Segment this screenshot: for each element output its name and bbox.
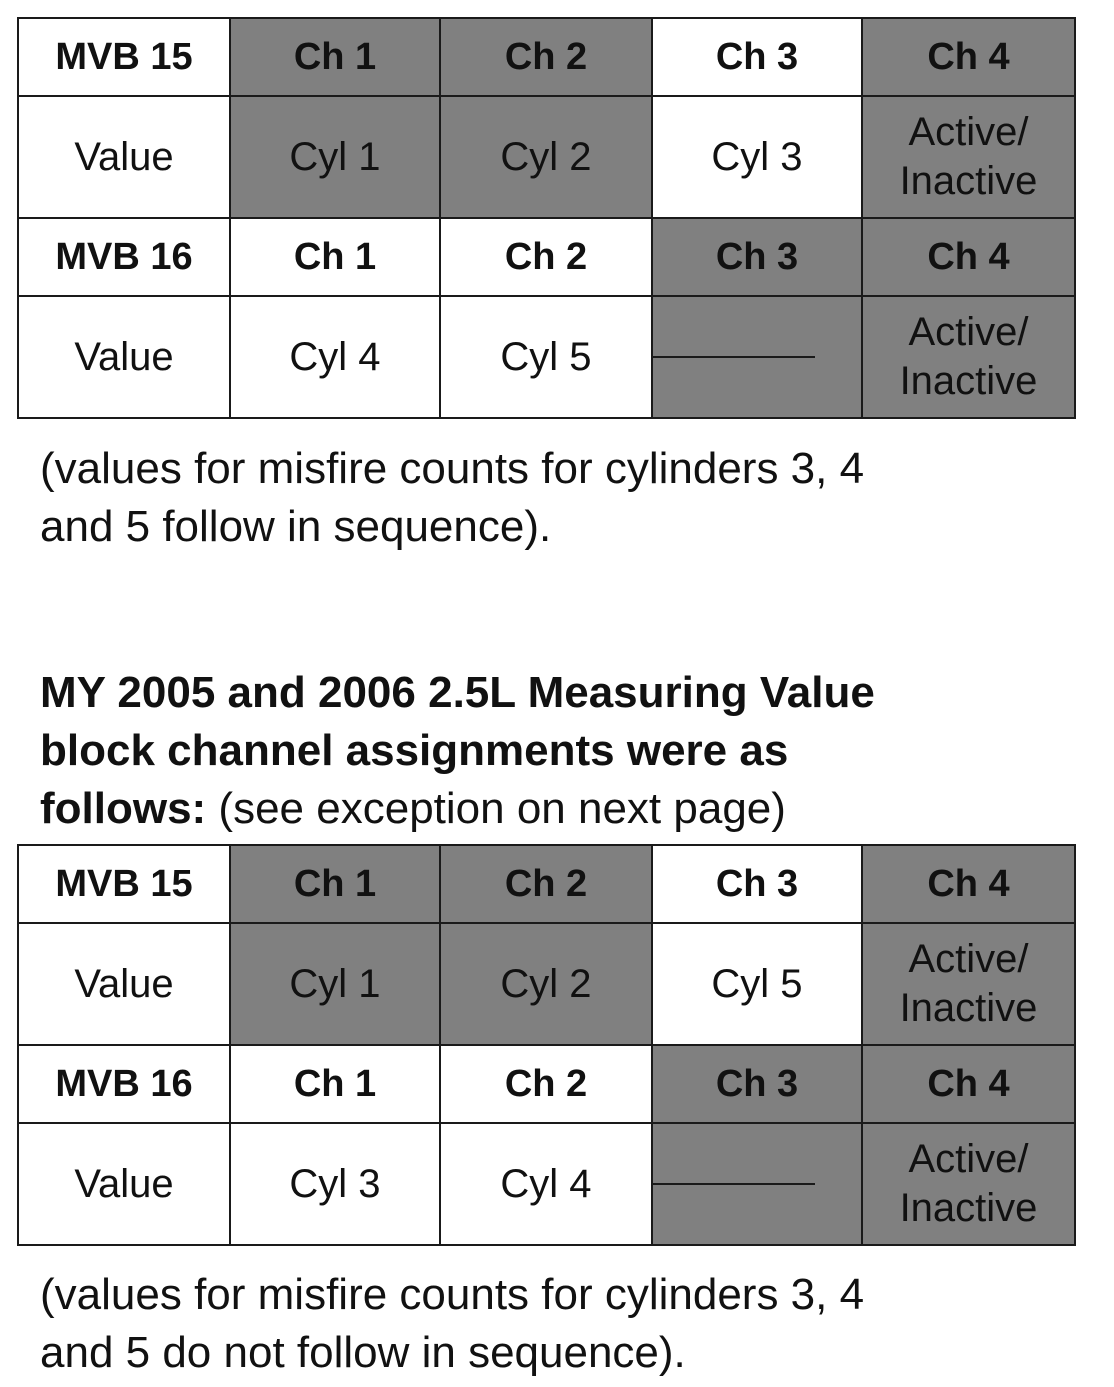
status-line: Inactive	[899, 1186, 1038, 1230]
heading-plain-tail: (see exception on next page)	[206, 784, 786, 833]
status-cell	[862, 1123, 1075, 1245]
status-line: Active/	[908, 310, 1029, 355]
table-row	[18, 1045, 1075, 1123]
channel-header-cell: Ch 2	[440, 1045, 652, 1123]
mvb-table-1	[17, 17, 1076, 419]
note-line: (values for misfire counts for cylinders 3, 4	[40, 1270, 865, 1319]
mvb-label-cell: MVB 15	[18, 845, 230, 923]
channel-header-cell: Ch 2	[440, 218, 652, 296]
table-row	[18, 845, 1075, 923]
status-line: Active/	[908, 110, 1029, 155]
channel-header-cell: Ch 1	[230, 845, 440, 923]
cylinder-cell: Cyl 4	[440, 1123, 652, 1245]
dash-line	[653, 1183, 815, 1185]
mvb-label-cell: MVB 16	[18, 1045, 230, 1123]
channel-header-cell: Ch 4	[862, 845, 1075, 923]
status-line: Inactive	[899, 159, 1038, 203]
value-label-cell: Value	[18, 1123, 230, 1245]
status-line: Active/	[908, 1137, 1029, 1182]
channel-header-cell: Ch 1	[230, 1045, 440, 1123]
mvb-label-cell: MVB 15	[18, 18, 230, 96]
heading-line	[40, 780, 1090, 838]
cylinder-cell: Cyl 1	[230, 96, 440, 218]
status-line: Inactive	[899, 986, 1038, 1030]
channel-header-cell: Ch 3	[652, 1045, 862, 1123]
channel-header-cell: Ch 1	[230, 18, 440, 96]
heading-bold-tail: follows:	[40, 784, 207, 833]
table-row	[18, 1123, 1075, 1245]
cylinder-cell: Cyl 2	[440, 923, 652, 1045]
channel-header-cell: Ch 4	[862, 1045, 1075, 1123]
channel-header-cell: Ch 1	[230, 218, 440, 296]
table-row	[18, 18, 1075, 96]
dash-line	[653, 356, 815, 358]
value-label-cell: Value	[18, 923, 230, 1045]
empty-channel-cell	[652, 296, 862, 418]
cylinder-cell: Cyl 2	[440, 96, 652, 218]
cylinder-cell: Cyl 5	[440, 296, 652, 418]
status-cell	[862, 96, 1075, 218]
channel-header-cell: Ch 4	[862, 18, 1075, 96]
status-cell	[862, 296, 1075, 418]
cylinder-cell: Cyl 3	[652, 96, 862, 218]
status-line: Inactive	[899, 359, 1038, 403]
table-row	[18, 923, 1075, 1045]
status-cell	[862, 923, 1075, 1045]
empty-channel-cell	[652, 1123, 862, 1245]
value-label-cell: Value	[18, 96, 230, 218]
table-row	[18, 296, 1075, 418]
table-row	[18, 218, 1075, 296]
section-heading	[40, 664, 1090, 838]
note-line: and 5 follow in sequence).	[40, 502, 552, 551]
value-label-cell: Value	[18, 296, 230, 418]
table-row	[18, 96, 1075, 218]
note-2	[40, 1266, 1080, 1382]
channel-header-cell: Ch 3	[652, 845, 862, 923]
channel-header-cell: Ch 2	[440, 18, 652, 96]
note-1	[40, 440, 1080, 556]
mvb-table-2	[17, 844, 1076, 1246]
cylinder-cell: Cyl 3	[230, 1123, 440, 1245]
status-line: Active/	[908, 937, 1029, 982]
channel-header-cell: Ch 3	[652, 218, 862, 296]
cylinder-cell: Cyl 5	[652, 923, 862, 1045]
mvb-label-cell: MVB 16	[18, 218, 230, 296]
heading-line: block channel assignments were as	[40, 726, 789, 775]
cylinder-cell: Cyl 4	[230, 296, 440, 418]
channel-header-cell: Ch 4	[862, 218, 1075, 296]
heading-line: MY 2005 and 2006 2.5L Measuring Value	[40, 668, 875, 717]
channel-header-cell: Ch 3	[652, 18, 862, 96]
note-line: and 5 do not follow in sequence).	[40, 1328, 686, 1377]
cylinder-cell: Cyl 1	[230, 923, 440, 1045]
channel-header-cell: Ch 2	[440, 845, 652, 923]
note-line: (values for misfire counts for cylinders 3, 4	[40, 444, 865, 493]
